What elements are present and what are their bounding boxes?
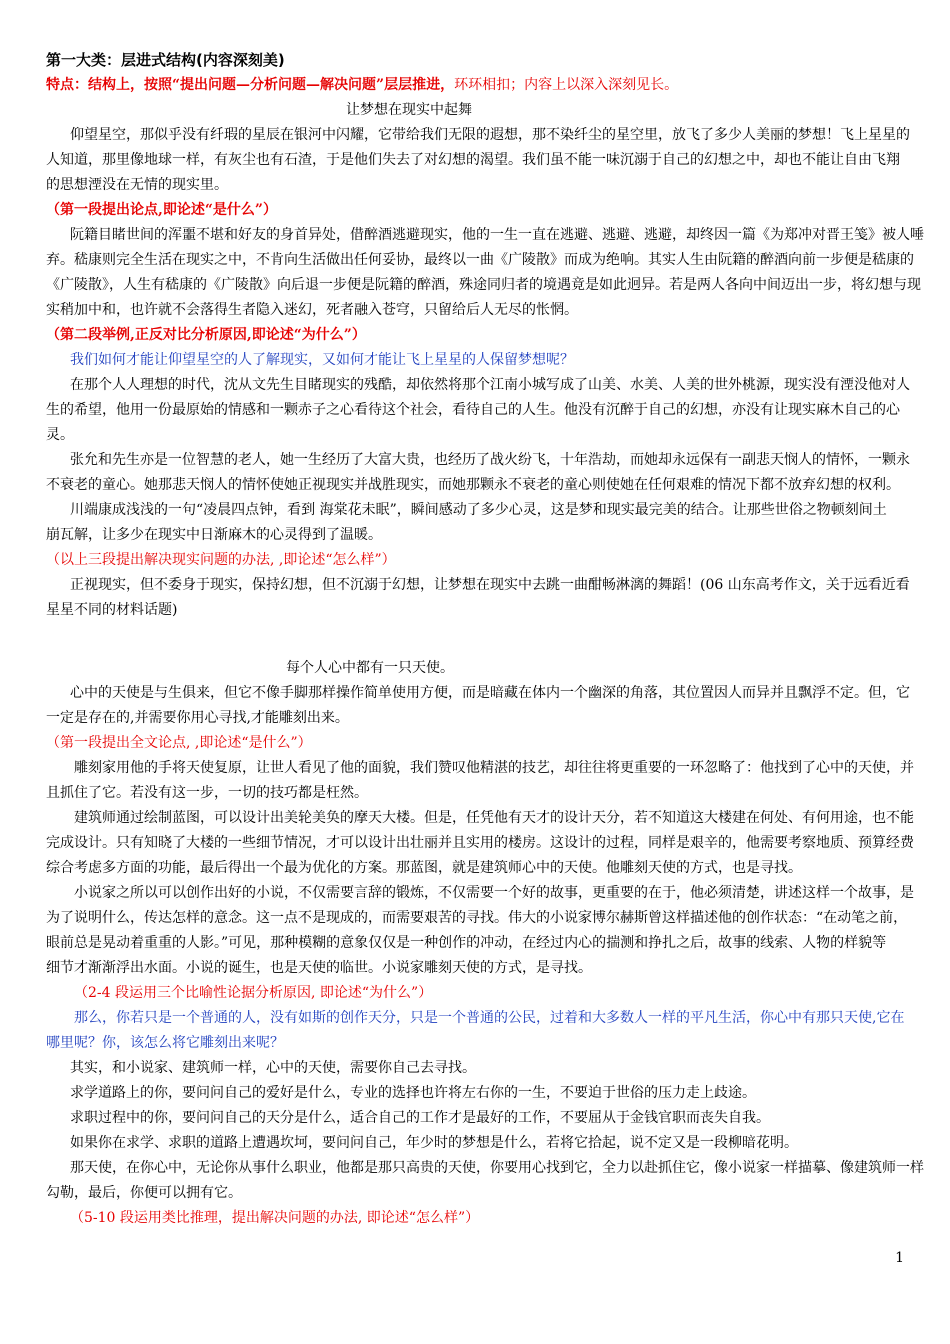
essay1-note-3: （以上三段提出解决现实问题的办法, ,即论述“怎么样”） bbox=[46, 552, 396, 568]
essay1-p1-line: 的思想湮没在无情的现实里。 bbox=[46, 177, 228, 193]
essay1-p2-line: 实稍加中和，也许就不会落得生者隐入迷幻，死者融入苍穹，只留给后人无尽的怅惘。 bbox=[46, 302, 578, 318]
essay1-p6-line: 正视现实，但不委身于现实，保持幻想，但不沉溺于幻想，让梦想在现实中去跳一曲酣畅淋漓的舞蹈！(06 山东高考作文，关于远看近看 bbox=[70, 577, 910, 593]
essay2-p4-line: 眼前总是晃动着重重的人影。”可见，那种模糊的意象仅仅是一种创作的冲动，在经过内心的揣测和挣扎之后，故事的线索、人物的样貌等 bbox=[46, 935, 887, 951]
essay1-title: 让梦想在现实中起舞 bbox=[346, 102, 472, 118]
feature-rest: 环环相扣；内容上以深入深刻见长。 bbox=[454, 77, 679, 93]
essay2-p9-line: 勾勒，最后，你便可以拥有它。 bbox=[46, 1185, 242, 1201]
essay2-p7: 求职过程中的你，要问问自己的天分是什么，适合自己的工作才是最好的工作，不要屈从于金钱官职而丧失自我。 bbox=[70, 1110, 770, 1126]
essay2-title: 每个人心中都有一只天使。 bbox=[286, 660, 454, 676]
essay2-p5: 其实，和小说家、建筑师一样，心中的天使，需要你自己去寻找。 bbox=[70, 1060, 476, 1076]
essay2-p4-line: 为了说明什么，传达怎样的意念。这一点不是现成的，而需要艰苦的寻找。伟大的小说家博尔赫斯曾这样描述他的创作状态：“在动笔之前， bbox=[46, 910, 908, 926]
essay2-p8: 如果你在求学、求职的道路上遭遇坎坷，要问问自己，年少时的梦想是什么，若将它拾起，说不定又是一段柳暗花明。 bbox=[70, 1135, 798, 1151]
essay1-note-1: （第一段提出论点,即论述“是什么”） bbox=[46, 202, 277, 218]
essay1-question: 我们如何才能让仰望星空的人了解现实，又如何才能让飞上星星的人保留梦想呢？ bbox=[70, 352, 574, 368]
essay2-note-1: （第一段提出全文论点, ,即论述“是什么”） bbox=[46, 735, 312, 751]
essay2-p3-line: 建筑师通过绘制蓝图，可以设计出美轮美奂的摩天大楼。但是，任凭他有天才的设计天分，若不知道这大楼建在何处、有何用途，也不能 bbox=[74, 810, 914, 826]
document-body bbox=[46, 48, 924, 1231]
essay1-p1-line: 仰望星空，那似乎没有纤瑕的星辰在银河中闪耀，它带给我们无限的遐想，那不染纤尘的星空里，放飞了多少人美丽的梦想！飞上星星的 bbox=[70, 127, 910, 143]
essay2-p6: 求学道路上的你，要问问自己的爱好是什么，专业的选择也许将左右你的一生，不要迫于世俗的压力走上歧途。 bbox=[70, 1085, 756, 1101]
feature-emphasis: 特点：结构上，按照“提出问题—分析问题—解决问题”层层推进， bbox=[46, 77, 455, 93]
page-number: 1 bbox=[895, 1250, 904, 1266]
essay1-p2-line: 阮籍目睹世间的浑噩不堪和好友的身首异处，借醉酒逃避现实，他的一生一直在逃避、逃避、逃避，却终因一篇《为郑冲对晋王笺》被人唾 bbox=[70, 227, 924, 243]
essay1-p3-line: 在那个人人理想的时代，沈从文先生目睹现实的残酷，却依然将那个江南小城写成了山美、水美、人美的世外桃源，现实没有湮没他对人 bbox=[70, 377, 910, 393]
essay2-note-2: （2-4 段运用三个比喻性论据分析原因, 即论述“为什么”） bbox=[74, 985, 433, 1001]
essay2-p1-line: 心中的天使是与生俱来，但它不像手脚那样操作简单使用方便，而是暗藏在体内一个幽深的角落，其位置因人而异并且飘浮不定。但，它 bbox=[70, 685, 910, 701]
essay2-p4-line: 小说家之所以可以创作出好的小说，不仅需要言辞的锻炼，不仅需要一个好的故事，更重要的在于，他必须清楚，讲述这样一个故事，是 bbox=[74, 885, 914, 901]
essay2-p3-line: 综合考虑多方面的功能，最后得出一个最为优化的方案。那蓝图，就是建筑师心中的天使。他雕刻天使的方式，也是寻找。 bbox=[46, 860, 802, 876]
essay2-p2-line: 且抓住了它。若没有这一步，一切的技巧都是枉然。 bbox=[46, 785, 368, 801]
feature-line bbox=[46, 73, 908, 98]
essay1-p2-line: 弃。嵇康则完全生活在现实之中，不肯向生活做出任何妥协，最终以一曲《广陵散》而成为绝响。其实人生由阮籍的醉酒向前一步便是嵇康的 bbox=[46, 252, 914, 268]
essay1-p5-line: 川端康成浅浅的一句“凌晨四点钟，看到 海棠花未眠”，瞬间感动了多少心灵，这是梦和现实最完美的结合。让那些世俗之物顿刻间土 bbox=[70, 502, 887, 518]
essay2-p4-line: 细节才渐渐浮出水面。小说的诞生，也是天使的临世。小说家雕刻天使的方式，是寻找。 bbox=[46, 960, 592, 976]
essay1-p4-line: 张允和先生亦是一位智慧的老人，她一生经历了大富大贵，也经历了战火纷飞，十年浩劫，而她却永远保有一副悲天悯人的情怀，一颗永 bbox=[70, 452, 910, 468]
essay2-note-3: （5-10 段运用类比推理，提出解决问题的办法, 即论述“怎么样”） bbox=[70, 1210, 480, 1226]
essay2-p1-line: 一定是存在的,并需要你用心寻找,才能雕刻出来。 bbox=[46, 710, 349, 726]
essay2-p2-line: 雕刻家用他的手将天使复原，让世人看见了他的面貌，我们赞叹他精湛的技艺，却往往将更重要的一环忽略了：他找到了心中的天使，并 bbox=[74, 760, 914, 776]
essay1-p4-line: 不衰老的童心。她那悲天悯人的情怀使她正视现实并战胜现实，而她那颗永不衰老的童心则使她在任何艰难的情况下都不放弃幻想的权利。 bbox=[46, 477, 900, 493]
essay2-question-line: 那么，你若只是一个普通的人，没有如斯的创作天分，只是一个普通的公民，过着和大多数人一样的平凡生活，你心中有那只天使,它在 bbox=[74, 1010, 905, 1026]
essay2-question-line: 哪里呢？你，该怎么将它雕刻出来呢？ bbox=[46, 1035, 284, 1051]
essay2-p9-line: 那天使，在你心中，无论你从事什么职业，他都是那只高贵的天使，你要用心找到它，全力以赴抓住它，像小说家一样描摹、像建筑师一样 bbox=[70, 1160, 924, 1176]
essay1-p6-line: 星星不同的材料话题) bbox=[46, 602, 178, 618]
essay1-p3-line: 生的希望，他用一份最原始的情感和一颗赤子之心看待这个社会，看待自己的人生。他没有沉醉于自己的幻想，亦没有让现实麻木自己的心 bbox=[46, 402, 900, 418]
essay1-note-2: （第二段举例,正反对比分析原因,即论述“为什么”） bbox=[46, 327, 366, 343]
essay1-p5-line: 崩瓦解，让多少在现实中日渐麻木的心灵得到了温暖。 bbox=[46, 527, 382, 543]
spacer bbox=[46, 623, 908, 656]
essay1-p2-line: 《广陵散》，人生有嵇康的《广陵散》向后退一步便是阮籍的醉酒，殊途同归者的境遇竟是如此迥异。若是两人各向中间迈出一步，将幻想与现 bbox=[46, 277, 921, 293]
section-heading: 第一大类：层进式结构(内容深刻美) bbox=[46, 51, 285, 69]
essay1-p1-line: 人知道，那里像地球一样，有灰尘也有石渣，于是他们失去了对幻想的渴望。我们虽不能一味沉溺于自己的幻想之中，却也不能让自由飞翔 bbox=[46, 152, 900, 168]
essay1-p3-line: 灵。 bbox=[46, 427, 74, 443]
essay2-p3-line: 完成设计。只有知晓了大楼的一些细节情况，才可以设计出壮丽并且实用的楼房。这设计的过程，同样是艰辛的，他需要考察地质、预算经费 bbox=[46, 835, 914, 851]
